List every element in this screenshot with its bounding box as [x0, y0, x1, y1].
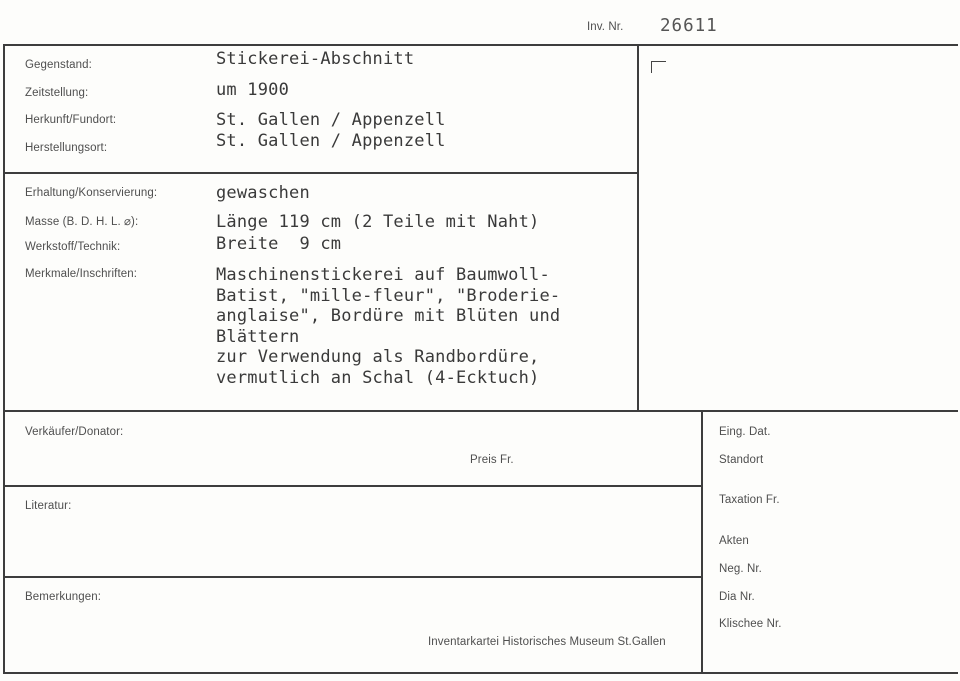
erhaltung-label: Erhaltung/Konservierung: [25, 187, 158, 199]
zeitstellung-label: Zeitstellung: [25, 87, 89, 99]
inv-number: 26611 [660, 16, 718, 36]
footer-text: Inventarkartei Historisches Museum St.Gallen [428, 636, 666, 648]
eing-dat-label: Eing. Dat. [719, 426, 771, 438]
akten-label: Akten [719, 535, 749, 547]
werkstoff-value: Breite 9 cm [216, 234, 342, 254]
section-divider-4 [3, 576, 702, 578]
masse-label: Masse (B. D. H. L. ⌀): [25, 216, 139, 228]
verkaeufer-label: Verkäufer/Donator: [25, 426, 124, 438]
herkunft-value: St. Gallen / Appenzell [216, 110, 446, 130]
werkstoff-label: Werkstoff/Technik: [25, 241, 121, 253]
corner-mark-icon [651, 61, 666, 73]
section-divider-1 [3, 172, 638, 174]
standort-label: Standort [719, 454, 764, 466]
left-border [3, 44, 5, 674]
zeitstellung-value: um 1900 [216, 80, 290, 100]
bottom-rule [3, 672, 958, 674]
merkmale-line: vermutlich an Schal (4-Ecktuch) [216, 367, 540, 388]
merkmale-line: Blättern [216, 326, 300, 347]
literatur-label: Literatur: [25, 500, 72, 512]
masse-value: Länge 119 cm (2 Teile mit Naht) [216, 212, 540, 232]
top-rule [3, 44, 958, 46]
preis-label: Preis Fr. [470, 454, 514, 466]
taxation-label: Taxation Fr. [719, 494, 780, 506]
section-divider-2 [3, 410, 958, 412]
merkmale-line: anglaise", Bordüre mit Blüten und [216, 306, 561, 326]
neg-nr-label: Neg. Nr. [719, 563, 762, 575]
dia-nr-label: Dia Nr. [719, 591, 755, 603]
bemerkungen-label: Bemerkungen: [25, 591, 101, 603]
gegenstand-label: Gegenstand: [25, 59, 92, 71]
herstellungsort-value: St. Gallen / Appenzell [216, 131, 446, 151]
gegenstand-value: Stickerei-Abschnitt [216, 49, 415, 69]
herstellungsort-label: Herstellungsort: [25, 142, 108, 154]
right-column-divider [701, 410, 703, 674]
merkmale-label: Merkmale/Inschriften: [25, 268, 138, 280]
herkunft-label: Herkunft/Fundort: [25, 114, 117, 126]
merkmale-line: zur Verwendung als Randbordüre, [216, 347, 540, 367]
klischee-nr-label: Klischee Nr. [719, 618, 782, 630]
center-divider [637, 44, 639, 411]
merkmale-line: Maschinenstickerei auf Baumwoll- [216, 265, 550, 285]
section-divider-3 [3, 485, 702, 487]
erhaltung-value: gewaschen [216, 183, 310, 203]
inv-nr-label: Inv. Nr. [587, 21, 624, 33]
merkmale-line: Batist, "mille-fleur", "Broderie- [216, 285, 561, 306]
